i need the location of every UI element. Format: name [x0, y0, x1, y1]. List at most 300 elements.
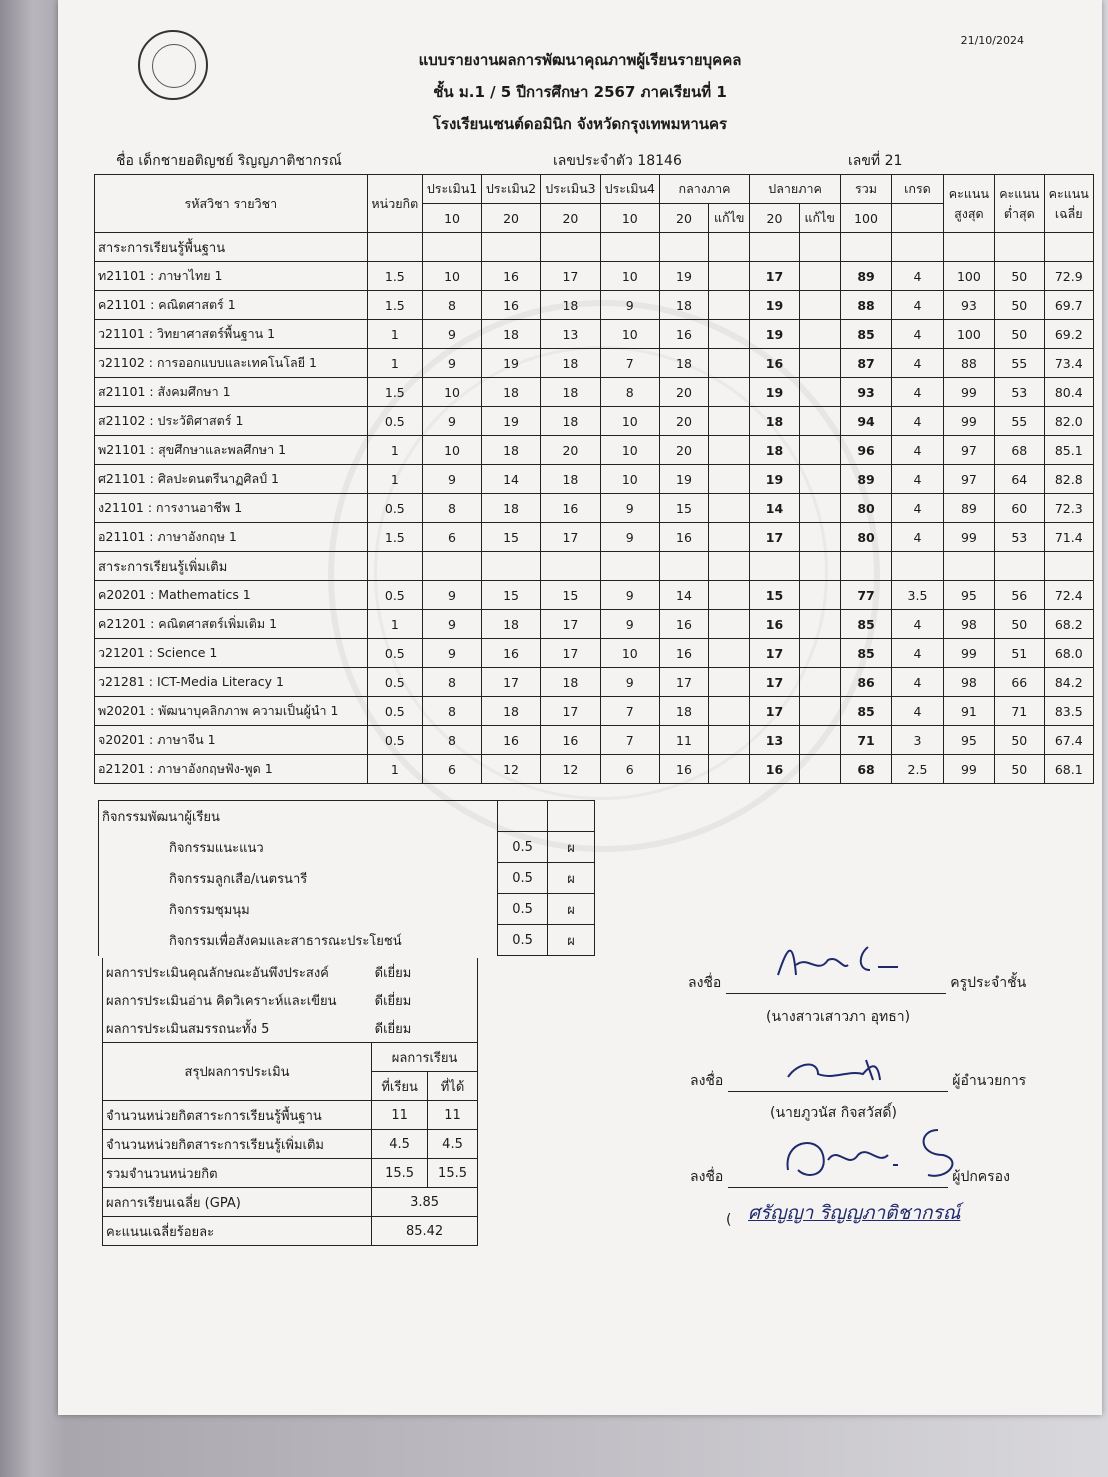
cell-mid-fix: [709, 726, 750, 755]
cell-avg: 72.3: [1044, 494, 1094, 523]
evaluation-label: ผลการประเมินคุณลักษณะอันพึงประสงค์: [103, 958, 372, 986]
cell-total: 85: [840, 697, 891, 726]
credit-studied: 15.5: [372, 1159, 428, 1188]
weight-fin: 20: [750, 204, 799, 233]
activity-name: กิจกรรมเพื่อสังคมและสาธารณะประโยชน์: [99, 925, 498, 956]
cell-total: 71: [840, 726, 891, 755]
cell-min: 51: [995, 639, 1044, 668]
cell-assess4: 10: [600, 320, 659, 349]
cell-grade: 3.5: [892, 581, 943, 610]
activity-hours: 0.5: [498, 863, 548, 894]
col-max: คะแนนสูงสุด: [943, 175, 994, 233]
cell-assess2: 12: [482, 755, 541, 784]
cell-assess1: 8: [423, 668, 482, 697]
activity-row: [99, 832, 595, 863]
col-assess3: ประเมิน3: [541, 175, 601, 204]
cell-grade: 4: [892, 697, 943, 726]
activity-hours: 0.5: [498, 894, 548, 925]
cell-midterm: 20: [659, 378, 708, 407]
activity-result: ผ: [548, 925, 595, 956]
grade-row: [95, 668, 1094, 697]
credit-earned: 15.5: [428, 1159, 478, 1188]
cell-avg: 68.2: [1044, 610, 1094, 639]
cell-avg: 68.0: [1044, 639, 1094, 668]
cell-grade: 4: [892, 668, 943, 697]
cell-total: 85: [840, 639, 891, 668]
cell-avg: 85.1: [1044, 436, 1094, 465]
cell-min: 55: [995, 407, 1044, 436]
cell-assess2: 18: [482, 697, 541, 726]
credit-summary-row: [103, 1101, 478, 1130]
cell-midterm: 20: [659, 407, 708, 436]
teacher-signature-line: ลงชื่อ ครูประจำชั้น: [688, 972, 1026, 994]
cell-total: 80: [840, 494, 891, 523]
cell-credit: 1: [367, 610, 422, 639]
cell-midterm: 19: [659, 465, 708, 494]
gpa-row: [103, 1188, 478, 1217]
cell-fin-fix: [799, 523, 840, 552]
evaluation-value: ดีเยี่ยม: [372, 986, 478, 1014]
cell-total: 80: [840, 523, 891, 552]
grades-table: [94, 174, 1094, 784]
cell-avg: 69.2: [1044, 320, 1094, 349]
director-name: (นายภูวนัส กิจสวัสดิ์): [770, 1105, 897, 1121]
cell-assess2: 15: [482, 523, 541, 552]
school-name: โรงเรียนเซนต์ดอมินิก จังหวัดกรุงเทพมหานคร: [432, 115, 728, 133]
cell-mid-fix: [709, 639, 750, 668]
cell-mid-fix: [709, 262, 750, 291]
cell-total: 85: [840, 320, 891, 349]
cell-assess2: 16: [482, 291, 541, 320]
cell-grade: 4: [892, 610, 943, 639]
cell-midterm: 16: [659, 523, 708, 552]
parent-signature-line: ลงชื่อ ผู้ปกครอง: [690, 1166, 1010, 1188]
cell-avg: 73.4: [1044, 349, 1094, 378]
section-title: สาระการเรียนรู้พื้นฐาน: [95, 233, 368, 262]
cell-assess4: 7: [600, 349, 659, 378]
cell-assess4: 9: [600, 668, 659, 697]
cell-assess4: 10: [600, 639, 659, 668]
credit-earned: 11: [428, 1101, 478, 1130]
cell-total: 88: [840, 291, 891, 320]
cell-grade: 4: [892, 320, 943, 349]
summary-table: [102, 958, 478, 1246]
cell-final: 19: [750, 378, 799, 407]
section-header-row: [95, 233, 1094, 262]
cell-final: 19: [750, 465, 799, 494]
weight-a2: 20: [482, 204, 541, 233]
grade-row: [95, 581, 1094, 610]
cell-assess3: 16: [541, 494, 601, 523]
cell-assess4: 9: [600, 581, 659, 610]
weight-a1: 10: [423, 204, 482, 233]
cell-min: 53: [995, 378, 1044, 407]
evaluation-row: [103, 1014, 478, 1043]
cell-fin-fix: [799, 668, 840, 697]
cell-max: 98: [943, 610, 994, 639]
weight-mid: 20: [659, 204, 708, 233]
cell-total: 96: [840, 436, 891, 465]
credit-earned: 4.5: [428, 1130, 478, 1159]
cell-subject: อ21101 : ภาษาอังกฤษ 1: [95, 523, 368, 552]
cell-assess3: 17: [541, 610, 601, 639]
cell-max: 99: [943, 523, 994, 552]
cell-midterm: 20: [659, 436, 708, 465]
credit-studied: 11: [372, 1101, 428, 1130]
cell-midterm: 16: [659, 755, 708, 784]
cell-final: 13: [750, 726, 799, 755]
cell-min: 50: [995, 262, 1044, 291]
cell-credit: 1.5: [367, 291, 422, 320]
cell-min: 50: [995, 610, 1044, 639]
cell-assess4: 10: [600, 407, 659, 436]
cell-assess1: 9: [423, 465, 482, 494]
credit-summary-row: [103, 1130, 478, 1159]
report-card-sheet: [58, 0, 1102, 1415]
cell-assess3: 12: [541, 755, 601, 784]
average-percent-label: คะแนนเฉลี่ยร้อยละ: [103, 1217, 372, 1246]
cell-assess2: 15: [482, 581, 541, 610]
activity-hours: 0.5: [498, 832, 548, 863]
cell-mid-fix: [709, 349, 750, 378]
report-title: แบบรายงานผลการพัฒนาคุณภาพผู้เรียนรายบุคคล: [418, 51, 742, 69]
cell-total: 86: [840, 668, 891, 697]
cell-assess4: 10: [600, 262, 659, 291]
cell-total: 94: [840, 407, 891, 436]
cell-credit: 1: [367, 349, 422, 378]
cell-assess3: 17: [541, 262, 601, 291]
cell-final: 17: [750, 668, 799, 697]
grade-row: [95, 465, 1094, 494]
cell-subject: ว21101 : วิทยาศาสตร์พื้นฐาน 1: [95, 320, 368, 349]
cell-assess1: 9: [423, 320, 482, 349]
cell-subject: จ20201 : ภาษาจีน 1: [95, 726, 368, 755]
cell-assess3: 20: [541, 436, 601, 465]
student-name: ชื่อ เด็กชายอติญชย์ ริญญภาติชากรณ์: [116, 153, 342, 169]
cell-assess3: 17: [541, 697, 601, 726]
cell-assess4: 9: [600, 610, 659, 639]
col-total: รวม: [840, 175, 891, 204]
cell-min: 71: [995, 697, 1044, 726]
cell-final: 19: [750, 320, 799, 349]
cell-grade: 4: [892, 639, 943, 668]
cell-subject: ส21101 : สังคมศึกษา 1: [95, 378, 368, 407]
cell-subject: ค21101 : คณิตศาสตร์ 1: [95, 291, 368, 320]
cell-mid-fix: [709, 697, 750, 726]
parent-signature: [778, 1120, 978, 1185]
cell-assess4: 7: [600, 726, 659, 755]
teacher-signature: [758, 935, 918, 985]
cell-assess1: 8: [423, 726, 482, 755]
cell-assess3: 16: [541, 726, 601, 755]
cell-mid-fix: [709, 755, 750, 784]
cell-assess1: 9: [423, 581, 482, 610]
grade-row: [95, 494, 1094, 523]
cell-assess1: 9: [423, 407, 482, 436]
cell-mid-fix: [709, 523, 750, 552]
grade-row: [95, 378, 1094, 407]
cell-subject: พ20201 : พัฒนาบุคลิกภาพ ความเป็นผู้นำ 1: [95, 697, 368, 726]
cell-final: 18: [750, 407, 799, 436]
cell-fin-fix: [799, 407, 840, 436]
cell-midterm: 16: [659, 320, 708, 349]
col-final: ปลายภาค: [750, 175, 841, 204]
cell-assess2: 17: [482, 668, 541, 697]
cell-max: 91: [943, 697, 994, 726]
weight-a3: 20: [541, 204, 601, 233]
cell-credit: 1: [367, 755, 422, 784]
student-id: เลขประจำตัว 18146: [553, 153, 682, 169]
cell-mid-fix: [709, 668, 750, 697]
cell-mid-fix: [709, 407, 750, 436]
cell-max: 97: [943, 436, 994, 465]
cell-final: 17: [750, 523, 799, 552]
col-min: คะแนนต่ำสุด: [995, 175, 1044, 233]
cell-max: 99: [943, 755, 994, 784]
cell-grade: 4: [892, 523, 943, 552]
cell-assess3: 13: [541, 320, 601, 349]
cell-fin-fix: [799, 726, 840, 755]
section-header-row: [95, 552, 1094, 581]
cell-grade: 4: [892, 291, 943, 320]
col-fin-fix: แก้ไข: [799, 204, 840, 233]
cell-subject: ว21201 : Science 1: [95, 639, 368, 668]
col-credit: หน่วยกิต: [367, 175, 422, 233]
grade-row: [95, 349, 1094, 378]
cell-credit: 0.5: [367, 494, 422, 523]
summary-studied-head: ที่เรียน: [372, 1072, 428, 1101]
cell-avg: 82.8: [1044, 465, 1094, 494]
col-assess2: ประเมิน2: [482, 175, 541, 204]
cell-min: 53: [995, 523, 1044, 552]
parent-role: ผู้ปกครอง: [952, 1169, 1010, 1185]
cell-assess1: 9: [423, 349, 482, 378]
credit-label: รวมจำนวนหน่วยกิต: [103, 1159, 372, 1188]
grade-row: [95, 755, 1094, 784]
evaluation-value: ดีเยี่ยม: [372, 958, 478, 986]
cell-credit: 1: [367, 320, 422, 349]
cell-avg: 72.9: [1044, 262, 1094, 291]
cell-midterm: 18: [659, 349, 708, 378]
col-mid-fix: แก้ไข: [709, 204, 750, 233]
cell-assess1: 6: [423, 523, 482, 552]
cell-assess3: 15: [541, 581, 601, 610]
cell-midterm: 19: [659, 262, 708, 291]
cell-assess3: 18: [541, 291, 601, 320]
grade-row: [95, 436, 1094, 465]
cell-credit: 1: [367, 465, 422, 494]
cell-fin-fix: [799, 610, 840, 639]
activities-table: [98, 800, 595, 956]
cell-final: 17: [750, 262, 799, 291]
cell-fin-fix: [799, 494, 840, 523]
cell-assess3: 17: [541, 639, 601, 668]
cell-assess1: 8: [423, 697, 482, 726]
cell-avg: 69.7: [1044, 291, 1094, 320]
col-grade: เกรด: [892, 175, 943, 204]
cell-final: 15: [750, 581, 799, 610]
cell-final: 19: [750, 291, 799, 320]
cell-assess1: 9: [423, 639, 482, 668]
cell-assess4: 6: [600, 755, 659, 784]
cell-assess4: 9: [600, 494, 659, 523]
cell-final: 14: [750, 494, 799, 523]
cell-midterm: 14: [659, 581, 708, 610]
cell-final: 16: [750, 755, 799, 784]
cell-grade: 4: [892, 436, 943, 465]
cell-assess1: 10: [423, 436, 482, 465]
cell-min: 68: [995, 436, 1044, 465]
activities-title: กิจกรรมพัฒนาผู้เรียน: [99, 801, 498, 832]
evaluation-label: ผลการประเมินอ่าน คิดวิเคราะห์และเขียน: [103, 986, 372, 1014]
cell-mid-fix: [709, 465, 750, 494]
cell-grade: 4: [892, 494, 943, 523]
col-code-subject: รหัสวิชา รายวิชา: [95, 175, 368, 233]
cell-assess3: 18: [541, 378, 601, 407]
cell-total: 77: [840, 581, 891, 610]
parent-name-handwritten: ศรัญญา ริญญภาติชากรณ์: [748, 1202, 961, 1224]
cell-assess2: 14: [482, 465, 541, 494]
cell-assess2: 18: [482, 320, 541, 349]
cell-assess4: 8: [600, 378, 659, 407]
grade-row: [95, 697, 1094, 726]
grade-row: [95, 262, 1094, 291]
cell-credit: 1.5: [367, 262, 422, 291]
cell-final: 17: [750, 697, 799, 726]
evaluation-row: [103, 986, 478, 1014]
cell-assess3: 17: [541, 523, 601, 552]
cell-assess3: 18: [541, 349, 601, 378]
cell-fin-fix: [799, 755, 840, 784]
cell-grade: 4: [892, 349, 943, 378]
teacher-role: ครูประจำชั้น: [950, 975, 1027, 991]
grade-row: [95, 639, 1094, 668]
cell-grade: 4: [892, 465, 943, 494]
cell-total: 89: [840, 465, 891, 494]
cell-avg: 80.4: [1044, 378, 1094, 407]
cell-min: 64: [995, 465, 1044, 494]
cell-assess2: 19: [482, 349, 541, 378]
cell-subject: ว21281 : ICT-Media Literacy 1: [95, 668, 368, 697]
cell-assess1: 10: [423, 262, 482, 291]
director-role: ผู้อำนวยการ: [952, 1073, 1027, 1089]
evaluation-label: ผลการประเมินสมรรถนะทั้ง 5: [103, 1014, 372, 1043]
grade-blank: [892, 204, 943, 233]
cell-subject: ค21201 : คณิตศาสตร์เพิ่มเติม 1: [95, 610, 368, 639]
activity-result: ผ: [548, 832, 595, 863]
cell-fin-fix: [799, 349, 840, 378]
cell-midterm: 11: [659, 726, 708, 755]
cell-subject: ว21102 : การออกแบบและเทคโนโลยี 1: [95, 349, 368, 378]
cell-assess2: 18: [482, 436, 541, 465]
cell-credit: 0.5: [367, 726, 422, 755]
cell-assess2: 18: [482, 494, 541, 523]
cell-mid-fix: [709, 581, 750, 610]
col-assess4: ประเมิน4: [600, 175, 659, 204]
cell-fin-fix: [799, 378, 840, 407]
cell-max: 95: [943, 581, 994, 610]
cell-max: 89: [943, 494, 994, 523]
cell-grade: 4: [892, 407, 943, 436]
cell-final: 16: [750, 349, 799, 378]
summary-result-head: ผลการเรียน: [372, 1043, 478, 1072]
director-signature-line: ลงชื่อ ผู้อำนวยการ: [690, 1070, 1026, 1092]
cell-assess2: 16: [482, 639, 541, 668]
cell-assess4: 9: [600, 291, 659, 320]
print-date: 21/10/2024: [960, 34, 1024, 47]
cell-min: 50: [995, 320, 1044, 349]
cell-assess1: 9: [423, 610, 482, 639]
cell-assess2: 16: [482, 262, 541, 291]
cell-total: 89: [840, 262, 891, 291]
cell-max: 99: [943, 378, 994, 407]
grade-row: [95, 610, 1094, 639]
cell-midterm: 15: [659, 494, 708, 523]
cell-credit: 0.5: [367, 697, 422, 726]
cell-subject: อ21201 : ภาษาอังกฤษฟัง-พูด 1: [95, 755, 368, 784]
weight-total: 100: [840, 204, 891, 233]
credit-label: จำนวนหน่วยกิตสาระการเรียนรู้พื้นฐาน: [103, 1101, 372, 1130]
cell-min: 50: [995, 726, 1044, 755]
cell-credit: 1: [367, 436, 422, 465]
cell-assess3: 18: [541, 407, 601, 436]
cell-final: 18: [750, 436, 799, 465]
director-signature: [778, 1052, 898, 1087]
cell-fin-fix: [799, 581, 840, 610]
cell-avg: 67.4: [1044, 726, 1094, 755]
cell-midterm: 16: [659, 610, 708, 639]
cell-subject: ศ21101 : ศิลปะดนตรีนาฏศิลป์ 1: [95, 465, 368, 494]
cell-max: 88: [943, 349, 994, 378]
cell-min: 60: [995, 494, 1044, 523]
cell-avg: 82.0: [1044, 407, 1094, 436]
cell-subject: ค20201 : Mathematics 1: [95, 581, 368, 610]
credit-studied: 4.5: [372, 1130, 428, 1159]
activity-row: [99, 863, 595, 894]
grade-row: [95, 726, 1094, 755]
cell-fin-fix: [799, 262, 840, 291]
cell-min: 56: [995, 581, 1044, 610]
class-term: ชั้น ม.1 / 5 ปีการศึกษา 2567 ภาคเรียนที่ 1: [433, 83, 727, 101]
cell-avg: 68.1: [1044, 755, 1094, 784]
cell-fin-fix: [799, 639, 840, 668]
cell-assess4: 10: [600, 436, 659, 465]
cell-assess1: 6: [423, 755, 482, 784]
gpa-label: ผลการเรียนเฉลี่ย (GPA): [103, 1188, 372, 1217]
cell-assess3: 18: [541, 465, 601, 494]
student-number: เลขที่ 21: [848, 153, 903, 169]
cell-midterm: 16: [659, 639, 708, 668]
cell-mid-fix: [709, 291, 750, 320]
section-title: สาระการเรียนรู้เพิ่มเติม: [95, 552, 368, 581]
cell-credit: 1.5: [367, 523, 422, 552]
cell-subject: พ21101 : สุขศึกษาและพลศึกษา 1: [95, 436, 368, 465]
cell-assess2: 16: [482, 726, 541, 755]
activity-result: ผ: [548, 894, 595, 925]
cell-avg: 71.4: [1044, 523, 1094, 552]
average-percent-row: [103, 1217, 478, 1246]
grade-row: [95, 320, 1094, 349]
cell-fin-fix: [799, 465, 840, 494]
cell-assess4: 7: [600, 697, 659, 726]
cell-assess2: 18: [482, 378, 541, 407]
col-midterm: กลางภาค: [659, 175, 750, 204]
cell-total: 87: [840, 349, 891, 378]
cell-fin-fix: [799, 697, 840, 726]
cell-grade: 4: [892, 262, 943, 291]
cell-final: 17: [750, 639, 799, 668]
cell-mid-fix: [709, 610, 750, 639]
